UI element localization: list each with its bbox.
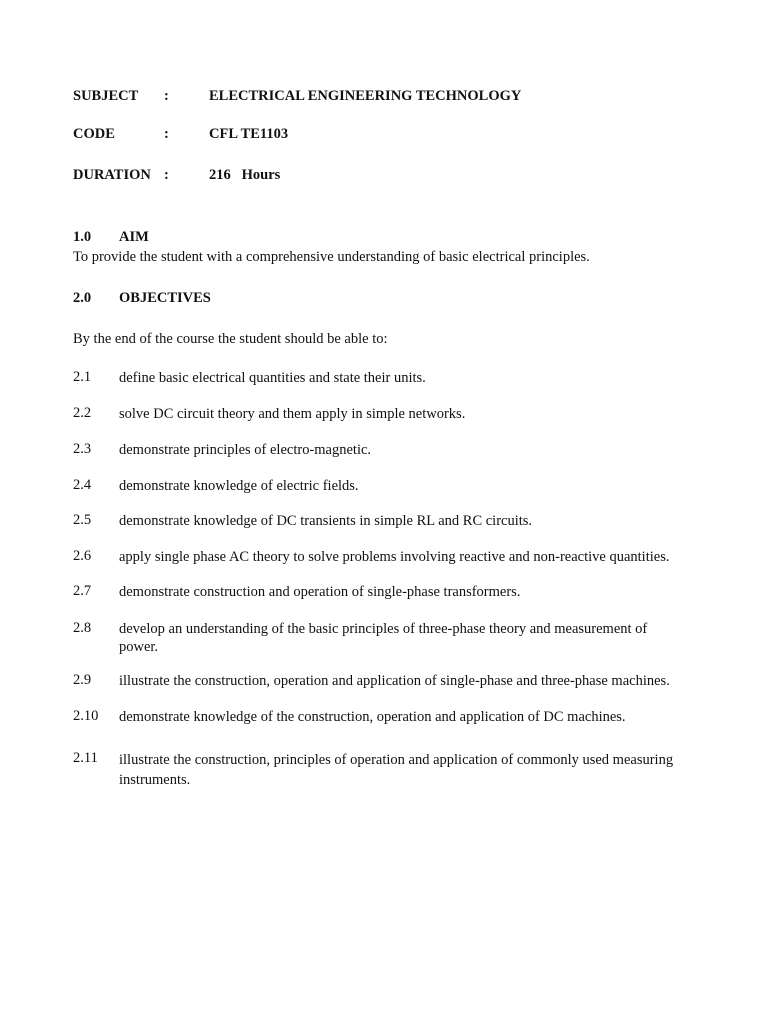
subject-colon: : — [164, 88, 169, 104]
duration-label: DURATION — [73, 167, 151, 183]
objective-number: 2.1 — [73, 369, 92, 385]
objective-number: 2.8 — [73, 620, 92, 636]
objective-number: 2.7 — [73, 583, 92, 599]
subject-value: ELECTRICAL ENGINEERING TECHNOLOGY — [209, 88, 522, 104]
aim-number: 1.0 — [73, 229, 92, 245]
objective-text: solve DC circuit theory and them apply in simple networks. — [119, 406, 466, 422]
objective-text: demonstrate knowledge of the construction, operation and application of DC machines. — [119, 709, 626, 725]
objective-text: define basic electrical quantities and state their units. — [119, 370, 426, 386]
objective-number: 2.4 — [73, 477, 92, 493]
objectives-intro: By the end of the course the student should be able to: — [73, 331, 388, 347]
objective-number: 2.3 — [73, 441, 92, 457]
objective-number: 2.6 — [73, 548, 92, 564]
objective-number: 2.5 — [73, 512, 92, 528]
objectives-title: OBJECTIVES — [119, 290, 211, 306]
objective-number: 2.11 — [73, 750, 98, 766]
objective-text: develop an understanding of the basic principles of three-phase theory and measurement of power. — [119, 621, 648, 655]
objective-text: illustrate the construction, operation and application of single-phase and three-phase machines. — [119, 673, 670, 689]
objective-text: demonstrate construction and operation of single-phase transformers. — [119, 584, 521, 600]
objective-text: demonstrate principles of electro-magnetic. — [119, 442, 372, 458]
duration-value: 216 Hours — [209, 167, 281, 183]
objective-number: 2.2 — [73, 405, 92, 421]
aim-text: To provide the student with a comprehensive understanding of basic electrical principles. — [73, 249, 590, 265]
aim-title: AIM — [119, 229, 149, 245]
subject-label: SUBJECT — [73, 88, 139, 104]
code-label: CODE — [73, 126, 115, 142]
objective-text: demonstrate knowledge of DC transients in simple RL and RC circuits. — [119, 513, 533, 529]
objective-text: demonstrate knowledge of electric fields. — [119, 478, 359, 494]
objective-number: 2.9 — [73, 672, 92, 688]
code-colon: : — [164, 126, 169, 142]
objective-text: apply single phase AC theory to solve problems involving reactive and non-reactive quantities. — [119, 549, 670, 565]
objectives-number: 2.0 — [73, 290, 92, 306]
objective-number: 2.10 — [73, 708, 99, 724]
duration-colon: : — [164, 167, 169, 183]
code-value: CFL TE1103 — [209, 126, 289, 142]
objective-text: illustrate the construction, principles of operation and application of commonly used measuring instruments. — [119, 752, 674, 788]
